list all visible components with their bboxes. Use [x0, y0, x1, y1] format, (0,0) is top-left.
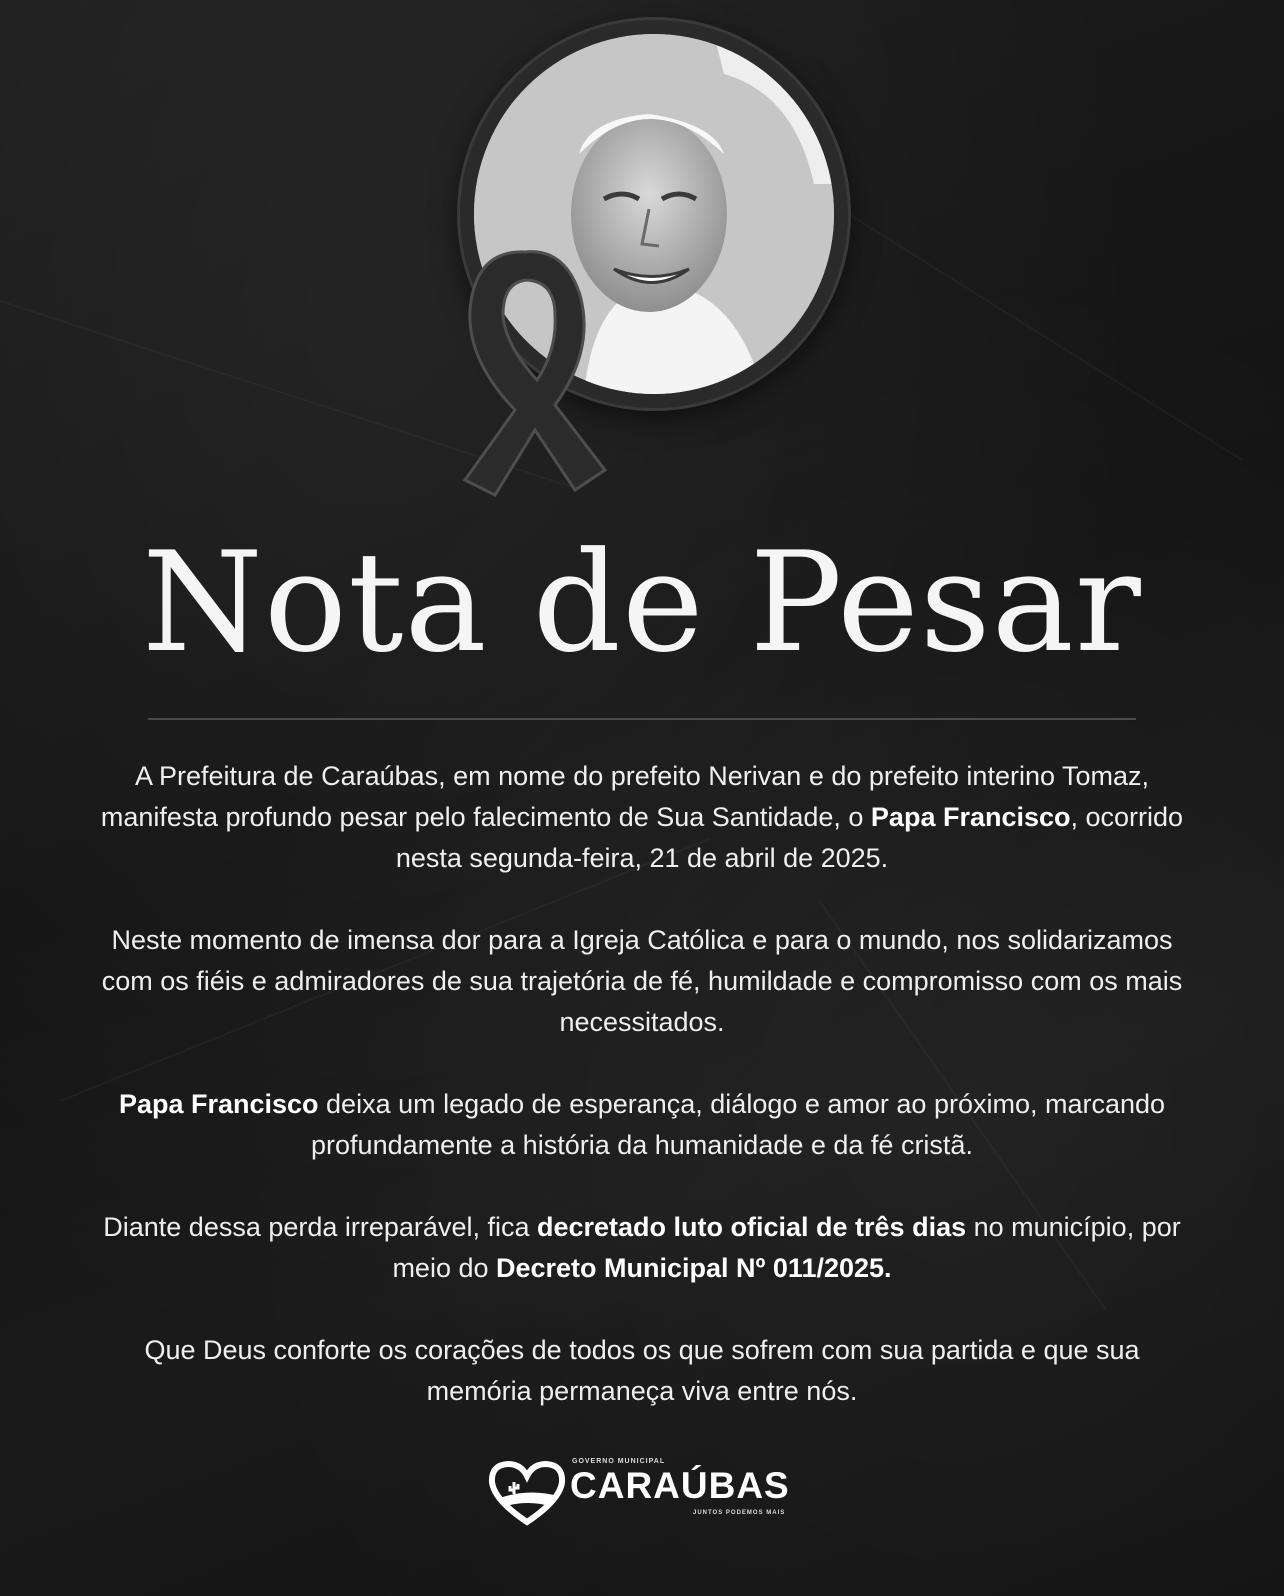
paragraph-prayer: [100, 1330, 1184, 1412]
divider: [148, 718, 1136, 720]
body-text-run: , ocorrido nesta segunda-feira, 21 de abril de 2025.: [395, 802, 1184, 873]
paragraph-decree: [100, 1207, 1184, 1289]
logo-tagline: JUNTOS PODEMOS MAIS: [693, 1510, 786, 1516]
body-text-run: Que Deus conforte os corações de todos os que sofrem com sua partida e que sua memória permaneça viva entre nós.: [144, 1335, 1140, 1406]
logo-name: CARAÚBAS: [570, 1465, 790, 1506]
paragraph-solidarity: [100, 920, 1184, 1043]
emphasis-text: Decreto Municipal Nº 011/2025.: [496, 1253, 892, 1283]
municipal-logo: [488, 1458, 798, 1524]
body-text-run: deixa um legado de esperança, diálogo e amor ao próximo, marcando profundamente a história da humanidade e da fé cristã.: [311, 1089, 1166, 1160]
emphasis-text: Papa Francisco: [118, 1089, 319, 1119]
emphasis-text: Papa Francisco: [870, 802, 1071, 832]
mourning-ribbon-icon: [455, 240, 625, 505]
body-text-run: no município, por meio do: [392, 1212, 1181, 1283]
paragraph-announcement: [100, 756, 1184, 879]
body-text-run: A Prefeitura de Caraúbas, em nome do prefeito Nerivan e do prefeito interino Tomaz, manifesta profundo pesar pelo falecimento de Sua Santidade, o: [100, 761, 1150, 832]
note-body: [100, 756, 1184, 1453]
page-title: Nota de Pesar: [142, 522, 1142, 683]
emphasis-text: decretado luto oficial de três dias: [536, 1212, 967, 1242]
logo-top-text: GOVERNO MUNICIPAL: [572, 1458, 666, 1465]
body-text-run: Neste momento de imensa dor para a Igreja Católica e para o mundo, nos solidarizamos com os fiéis e admiradores de sua trajetória de fé, humildade e compromisso com os mais necessitados.: [101, 925, 1183, 1037]
heart-cactus-logo-icon: [488, 1460, 566, 1526]
paragraph-legacy: [100, 1084, 1184, 1166]
body-text-run: Diante dessa perda irreparável, fica: [103, 1212, 537, 1242]
